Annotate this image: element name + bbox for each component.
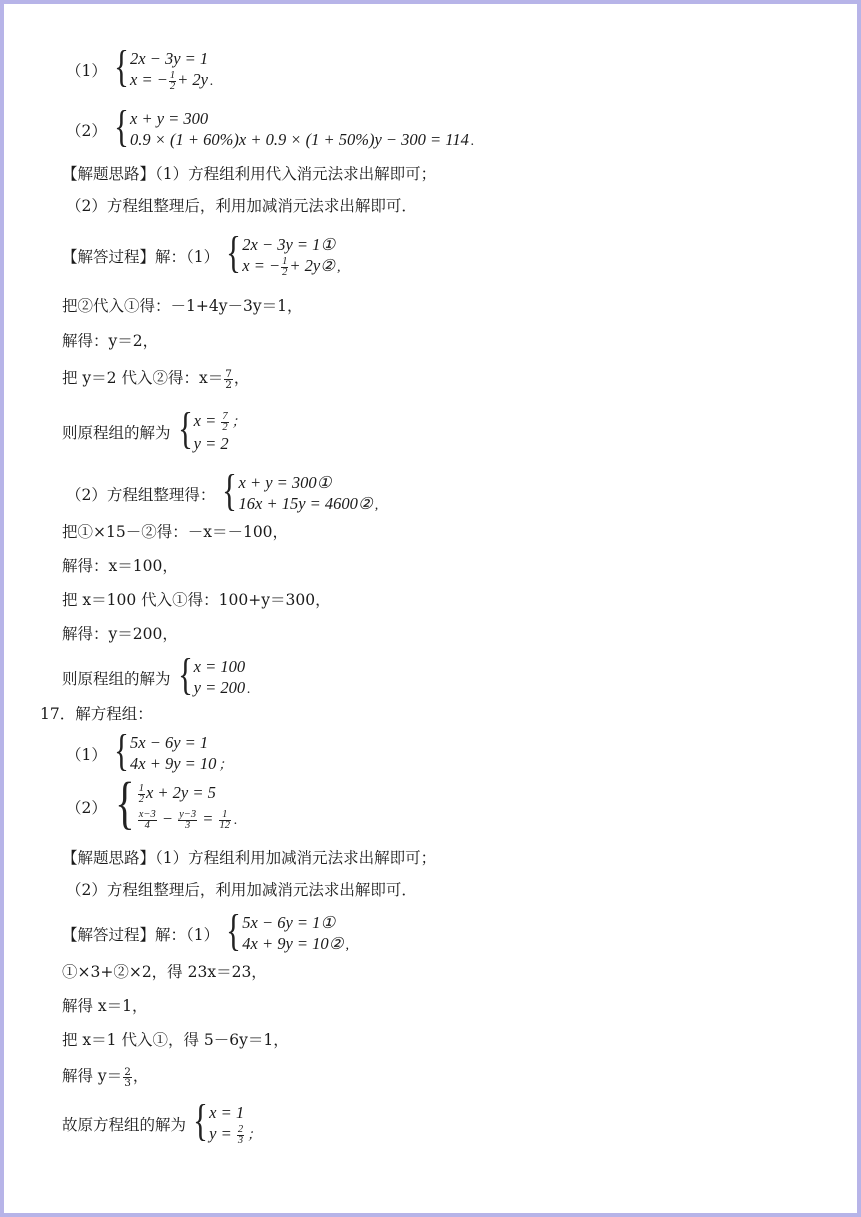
brace-icon: { (193, 1096, 208, 1145)
brace-icon: { (177, 650, 193, 699)
equation: x + y = 300① (238, 473, 332, 492)
brace-icon: { (114, 726, 129, 775)
solution-step: 把①×15－②得：－x＝－100， (62, 523, 289, 541)
p16-part1-label: （1） (66, 62, 107, 80)
solution-step: ①×3+②×2，得 23x＝23， (62, 963, 267, 981)
p17-solution-system (62, 1096, 262, 1146)
equation: 5x − 6y = 1 (130, 733, 209, 752)
solution-step: 把 y＝2 代入②得：x＝ $\frac{7}{2}$ ， (62, 367, 250, 391)
brace-icon: { (226, 906, 242, 955)
equation: 16x + 15y = 4600② , (238, 494, 379, 513)
solution-step: 解得 y＝ $\frac{2}{3}$ ， (62, 1065, 149, 1089)
p16-part2-label: （2） (66, 122, 107, 140)
equation: y = 200 . (193, 678, 251, 697)
solution-step: 解得 x＝1， (62, 997, 148, 1015)
solution-idea: （2）方程组整理后，利用加减消元法求出解即可． (66, 197, 417, 215)
equation: 4x + 9y = 10 ； (130, 754, 233, 773)
p16-part2-system (66, 102, 475, 152)
equation: y = $\frac{2}{3}$ ； (209, 1123, 262, 1146)
equation: 5x − 6y = 1① (242, 913, 336, 932)
equation: 0.9 × (1 + 60%)x + 0.9 × (1 + 50%)y − 300 = 114 . (130, 130, 475, 149)
brace-icon: { (226, 228, 242, 277)
equation: 2x − 3y = 1① (242, 235, 336, 254)
equation: x = 100 (193, 657, 246, 676)
solution-label: 则原程组的解为 (62, 424, 171, 442)
solution-step: 解得：x＝100， (62, 557, 178, 575)
brace-icon: { (114, 102, 129, 151)
process-label: 【解答过程】解：（1） (62, 248, 220, 266)
p16-part1-system (66, 42, 214, 92)
brace-icon: { (222, 466, 238, 515)
solution-step: 把 x＝100 代入①得：100+y＝300， (62, 591, 331, 609)
p16-process-system (62, 228, 341, 278)
p17-part1-system (66, 726, 233, 776)
p16-solution1-system (62, 404, 246, 454)
equation: $\frac{1}{2}$ x + 2y = 5 (138, 782, 216, 805)
equation: y = 2 (193, 434, 229, 453)
solution-idea: 【解题思路】（1）方程组利用代入消元法求出解即可； (62, 165, 437, 183)
equation: x = 1 (209, 1103, 245, 1122)
brace-icon: { (115, 770, 135, 835)
solution-step: 把②代入①得：－1+4y－3y＝1， (62, 297, 303, 315)
solution-label: 故原方程组的解为 (62, 1116, 187, 1134)
equation: x + y = 300 (130, 109, 209, 128)
process-label: 【解答过程】解：（1） (62, 926, 220, 944)
brace-icon: { (114, 42, 129, 91)
solution-step: 把 x＝1 代入①，得 5－6y＝1， (62, 1031, 289, 1049)
equation: 2x − 3y = 1 (130, 49, 209, 68)
process-label: （2）方程组整理得： (66, 486, 216, 504)
solution-idea: （2）方程组整理后，利用加减消元法求出解即可． (66, 881, 417, 899)
problem-title: 17．解方程组： (40, 705, 153, 723)
equation: x = $\frac{7}{2}$ ； (193, 410, 246, 433)
solution-label: 则原程组的解为 (62, 670, 171, 688)
equation: 4x + 9y = 10② , (242, 934, 349, 953)
solution-step: 解得：y＝2， (62, 332, 159, 350)
brace-icon: { (177, 404, 193, 453)
p16-solution2-system (62, 650, 251, 700)
equation: x = − $\frac{1}{2}$ + 2y . (130, 69, 214, 92)
p17-part2-label: （2） (66, 799, 107, 817)
p17-part2-system (66, 770, 238, 835)
solution-idea: 【解题思路】（1）方程组利用加减消元法求出解即可； (62, 849, 437, 867)
p17-part1-label: （1） (66, 746, 107, 764)
p16-part2-process-system (66, 466, 379, 516)
p17-process-system (62, 906, 349, 956)
equation: x = − $\frac{1}{2}$ + 2y② , (242, 255, 341, 278)
solution-step: 解得：y＝200， (62, 625, 178, 643)
equation: $\frac{x-3}{4}$ − $\frac{y-3}{3}$ = $\frac{1}{12}$ . (138, 808, 238, 831)
